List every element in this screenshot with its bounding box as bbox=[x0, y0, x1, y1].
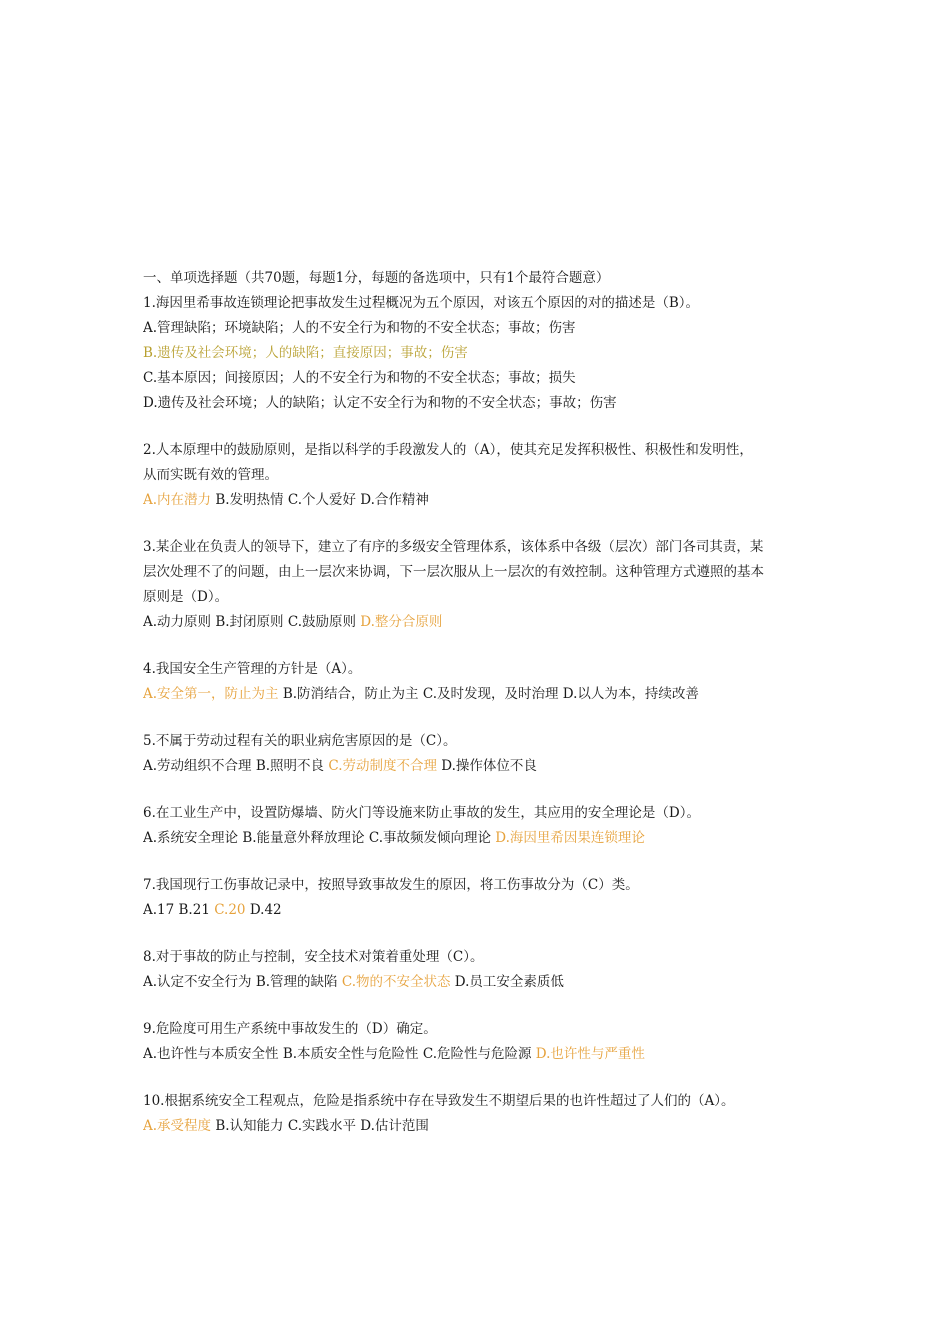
question-5 bbox=[143, 729, 813, 779]
spacer bbox=[143, 779, 813, 801]
option-c: C.及时发现，及时治理 bbox=[422, 686, 559, 702]
option-a: A.也许性与本质安全性 bbox=[143, 1046, 279, 1062]
option-c-correct: C.物的不安全状态 bbox=[341, 974, 451, 990]
spacer bbox=[143, 923, 813, 945]
option-b: B.照明不良 bbox=[255, 758, 325, 774]
option-b: B.21 bbox=[178, 902, 210, 918]
question-stem: 9.危险度可用生产系统中事故发生的（D）确定。 bbox=[143, 1021, 437, 1037]
question-stem: 7.我国现行工伤事故记录中，按照导致事故发生的原因，将工伤事故分为（C）类。 bbox=[143, 877, 639, 893]
option-d: D.以人为本，持续改善 bbox=[562, 686, 699, 702]
options-line bbox=[143, 970, 813, 995]
option-b: B.封闭原则 bbox=[215, 614, 284, 630]
option-b-correct: B.遗传及社会环境；人的缺陷；直接原因；事故；伤害 bbox=[143, 345, 468, 361]
question-7 bbox=[143, 873, 813, 923]
question-6 bbox=[143, 801, 813, 851]
option-b: B.能量意外释放理论 bbox=[242, 830, 365, 846]
option-b: B.防消结合，防止为主 bbox=[282, 686, 419, 702]
spacer bbox=[143, 707, 813, 729]
question-4 bbox=[143, 657, 813, 707]
question-stem: 6.在工业生产中，设置防爆墙、防火门等设施来防止事故的发生，其应用的安全理论是（D）。 bbox=[143, 805, 700, 821]
question-stem: 1.海因里希事故连锁理论把事故发生过程概况为五个原因，对该五个原因的对的描述是（B）。 bbox=[143, 295, 700, 311]
question-stem: 5.不属于劳动过程有关的职业病危害原因的是（C）。 bbox=[143, 733, 457, 749]
option-d: D.42 bbox=[249, 902, 282, 918]
option-c: C.基本原因；间接原因；人的不安全行为和物的不安全状态；事故；损失 bbox=[143, 370, 576, 386]
option-c: C.事故频发倾向理论 bbox=[368, 830, 491, 846]
option-a: A.认定不安全行为 bbox=[143, 974, 252, 990]
option-d: D.估计范围 bbox=[360, 1118, 429, 1134]
question-stem: 10.根据系统安全工程观点，危险是指系统中存在导致发生不期望后果的也许性超过了人们的（A）。 bbox=[143, 1093, 735, 1109]
spacer bbox=[143, 851, 813, 873]
option-a: A.劳动组织不合理 bbox=[143, 758, 252, 774]
spacer bbox=[143, 1067, 813, 1089]
option-d-correct: D.也许性与严重性 bbox=[535, 1046, 645, 1062]
option-b: B.管理的缺陷 bbox=[255, 974, 338, 990]
option-c: C.个人爱好 bbox=[287, 492, 356, 508]
option-d-correct: D.海因里希因果连锁理论 bbox=[495, 830, 645, 846]
option-a: A.系统安全理论 bbox=[143, 830, 239, 846]
question-stem: 层次处理不了的问题，由上一层次来协调，下一层次服从上一层次的有效控制。这种管理方式遵照的基本 bbox=[143, 564, 764, 580]
option-a: A.17 bbox=[143, 902, 175, 918]
option-c-correct: C.劳动制度不合理 bbox=[328, 758, 437, 774]
options-line bbox=[143, 1114, 813, 1139]
question-stem: 4.我国安全生产管理的方针是（A）。 bbox=[143, 661, 362, 677]
option-d: D.遗传及社会环境；人的缺陷；认定不安全行为和物的不安全状态；事故；伤害 bbox=[143, 395, 617, 411]
option-a-correct: A.承受程度 bbox=[143, 1118, 212, 1134]
options-line bbox=[143, 682, 813, 707]
question-stem: 8.对于事故的防止与控制，安全技术对策着重处理（C）。 bbox=[143, 949, 484, 965]
option-d: D.操作体位不良 bbox=[441, 758, 537, 774]
question-3 bbox=[143, 535, 813, 635]
question-stem: 3.某企业在负责人的领导下，建立了有序的多级安全管理体系，该体系中各级（层次）部门各司其责，某 bbox=[143, 539, 764, 555]
spacer bbox=[143, 416, 813, 438]
question-8 bbox=[143, 945, 813, 995]
document-page bbox=[143, 266, 813, 1139]
option-a: A.管理缺陷；环境缺陷；人的不安全行为和物的不安全状态；事故；伤害 bbox=[143, 320, 576, 336]
question-1 bbox=[143, 291, 813, 416]
option-c: C.鼓励原则 bbox=[287, 614, 356, 630]
options-line bbox=[143, 754, 813, 779]
option-a-correct: A.安全第一，防止为主 bbox=[143, 686, 279, 702]
spacer bbox=[143, 513, 813, 535]
spacer bbox=[143, 995, 813, 1017]
option-b: B.认知能力 bbox=[215, 1118, 284, 1134]
option-d-correct: D.整分合原则 bbox=[360, 614, 443, 630]
option-b: B.发明热情 bbox=[215, 492, 284, 508]
option-b: B.本质安全性与危险性 bbox=[282, 1046, 419, 1062]
question-stem: 从而实既有效的管理。 bbox=[143, 467, 278, 483]
option-a-correct: A.内在潜力 bbox=[143, 492, 212, 508]
options-line bbox=[143, 1042, 813, 1067]
option-d: D.员工安全素质低 bbox=[454, 974, 564, 990]
option-c-correct: C.20 bbox=[214, 902, 246, 918]
options-line bbox=[143, 488, 813, 513]
question-stem: 原则是（D）。 bbox=[143, 589, 229, 605]
question-10 bbox=[143, 1089, 813, 1139]
option-a: A.动力原则 bbox=[143, 614, 212, 630]
option-d: D.合作精神 bbox=[360, 492, 429, 508]
section-title: 一、单项选择题（共70题，每题1分，每题的备选项中，只有1个最符合题意） bbox=[143, 270, 610, 286]
question-2 bbox=[143, 438, 813, 513]
option-c: C.危险性与危险源 bbox=[422, 1046, 532, 1062]
question-stem: 2.人本原理中的鼓励原则，是指以科学的手段激发人的（A），使其充足发挥积极性、积极性和发明性， bbox=[143, 442, 753, 458]
options-line bbox=[143, 898, 813, 923]
options-line bbox=[143, 826, 813, 851]
spacer bbox=[143, 635, 813, 657]
options-line bbox=[143, 610, 813, 635]
question-9 bbox=[143, 1017, 813, 1067]
option-c: C.实践水平 bbox=[287, 1118, 356, 1134]
